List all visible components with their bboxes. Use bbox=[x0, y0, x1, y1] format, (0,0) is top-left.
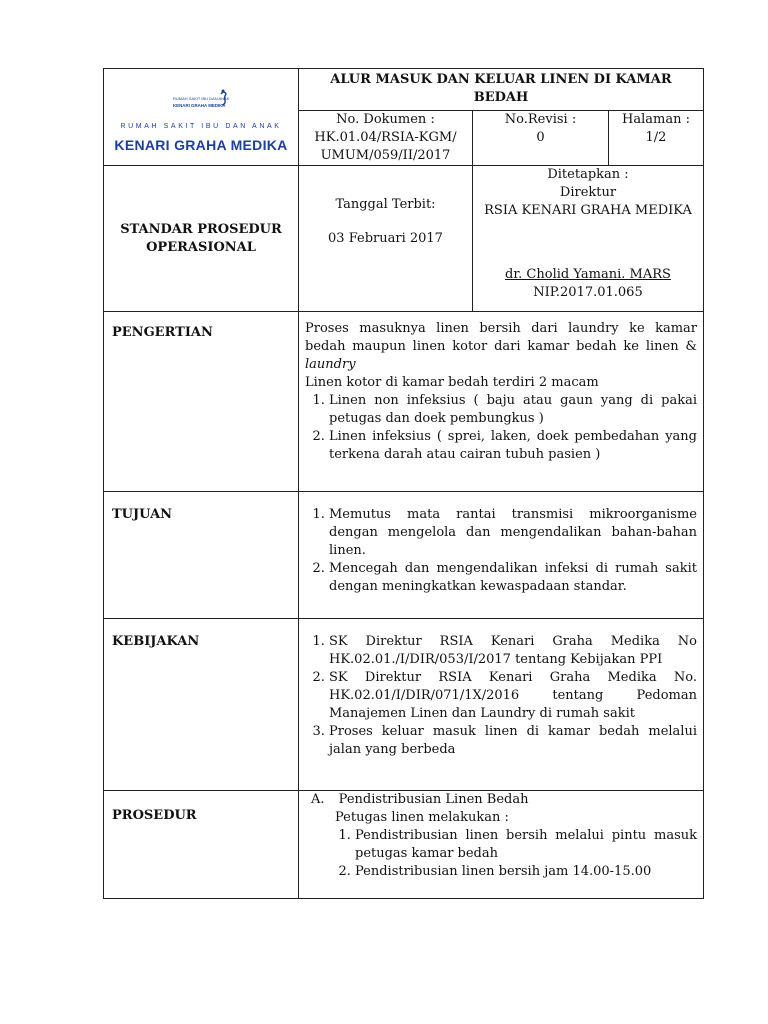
approval-cell bbox=[473, 166, 704, 312]
list-item: 1. Linen non infeksius ( baju atau gaun yang di pakai petugas dan doek pembungkus ) bbox=[329, 392, 697, 428]
issue-date-label: Tanggal Terbit: bbox=[335, 197, 436, 212]
document-title: ALUR MASUK DAN KELUAR LINEN DI KAMAR BEDAH bbox=[299, 69, 704, 111]
list-item: 1. Memutus mata rantai transmisi mikroorganisme dengan mengelola dan mengendalikan bahan-bahan linen. bbox=[329, 506, 697, 560]
purpose-list bbox=[305, 506, 697, 596]
logo-subtitle: RUMAH SAKIT IBU DAN ANAK bbox=[120, 123, 282, 130]
policy-label: KEBIJAKAN bbox=[104, 619, 299, 791]
list-item: 2. SK Direktur RSIA Kenari Graha Medika No. HK.02.01/I/DIR/071/1X/2016 tentang Pedoman Manajemen Linen dan Laundry di rumah sakit bbox=[329, 669, 697, 723]
list-item: 2. Pendistribusian linen bersih jam 14.00-15.00 bbox=[355, 863, 697, 881]
revision-cell bbox=[473, 111, 609, 166]
svg-text:RUMAH SAKIT IBU DAN ANAK: RUMAH SAKIT IBU DAN ANAK bbox=[173, 96, 230, 101]
page-label: Halaman : bbox=[622, 112, 690, 127]
signer-nip: NIP.2017.01.065 bbox=[533, 285, 643, 300]
logo-name: KENARI GRAHA MEDIKA bbox=[114, 137, 288, 153]
purpose-content bbox=[299, 492, 704, 619]
definition-subhead: Linen kotor di kamar bedah terdiri 2 macam bbox=[305, 375, 599, 390]
signer-name: dr. Cholid Yamani. MARS bbox=[505, 267, 671, 282]
list-item: 1. Pendistribusian linen bersih melalui pintu masuk petugas kamar bedah bbox=[355, 827, 697, 863]
hospital-logo bbox=[104, 69, 299, 166]
approval-organization: RSIA KENARI GRAHA MEDIKA bbox=[484, 203, 692, 218]
policy-list bbox=[305, 633, 697, 759]
definition-content bbox=[299, 312, 704, 492]
svg-text:KENARI GRAHA MEDIKA: KENARI GRAHA MEDIKA bbox=[173, 103, 226, 108]
document-number-cell bbox=[299, 111, 473, 166]
procedure-section-sub: Petugas linen melakukan : bbox=[335, 810, 509, 825]
list-item: 3. Proses keluar masuk linen di kamar bedah melalui jalan yang berbeda bbox=[329, 723, 697, 759]
issue-date-cell bbox=[299, 166, 473, 312]
page-cell bbox=[609, 111, 704, 166]
procedure-section-marker: A. bbox=[311, 792, 325, 807]
list-item: 1. SK Direktur RSIA Kenari Graha Medika No HK.02.01./I/DIR/053/I/2017 tentang Kebijakan PPI bbox=[329, 633, 697, 669]
procedure-content bbox=[299, 791, 704, 899]
procedure-section-heading bbox=[305, 791, 697, 809]
issue-date-value: 03 Februari 2017 bbox=[328, 231, 443, 246]
definition-intro-italic: laundry bbox=[305, 357, 356, 372]
document-number-label: No. Dokumen : bbox=[336, 112, 435, 127]
procedure-label: PROSEDUR bbox=[104, 791, 299, 899]
page-value: 1/2 bbox=[645, 130, 667, 145]
definition-intro: Proses masuknya linen bersih dari laundry ke kamar bedah maupun linen kotor dari kamar bedah ke linen & laundry bbox=[305, 321, 697, 372]
sop-document-table bbox=[103, 68, 704, 899]
approval-label: Ditetapkan : bbox=[547, 167, 629, 182]
spo-label: STANDAR PROSEDUR OPERASIONAL bbox=[104, 166, 299, 312]
definition-label: PENGERTIAN bbox=[104, 312, 299, 492]
document-number-value: HK.01.04/RSIA-KGM/ UMUM/059/II/2017 bbox=[314, 130, 457, 163]
procedure-section-title: Pendistribusian Linen Bedah bbox=[338, 792, 529, 807]
revision-value: 0 bbox=[536, 130, 545, 145]
list-item: 2. Mencegah dan mengendalikan infeksi di rumah sakit dengan meningkatkan kewaspadaan standar. bbox=[329, 560, 697, 596]
definition-list bbox=[305, 392, 697, 464]
procedure-list bbox=[305, 827, 697, 881]
hospital-emblem-icon bbox=[171, 80, 231, 116]
revision-label: No.Revisi : bbox=[504, 112, 577, 127]
policy-content bbox=[299, 619, 704, 791]
approval-role: Direktur bbox=[559, 185, 617, 200]
purpose-label: TUJUAN bbox=[104, 492, 299, 619]
list-item: 2. Linen infeksius ( sprei, laken, doek pembedahan yang terkena darah atau cairan tubuh pasien ) bbox=[329, 428, 697, 464]
